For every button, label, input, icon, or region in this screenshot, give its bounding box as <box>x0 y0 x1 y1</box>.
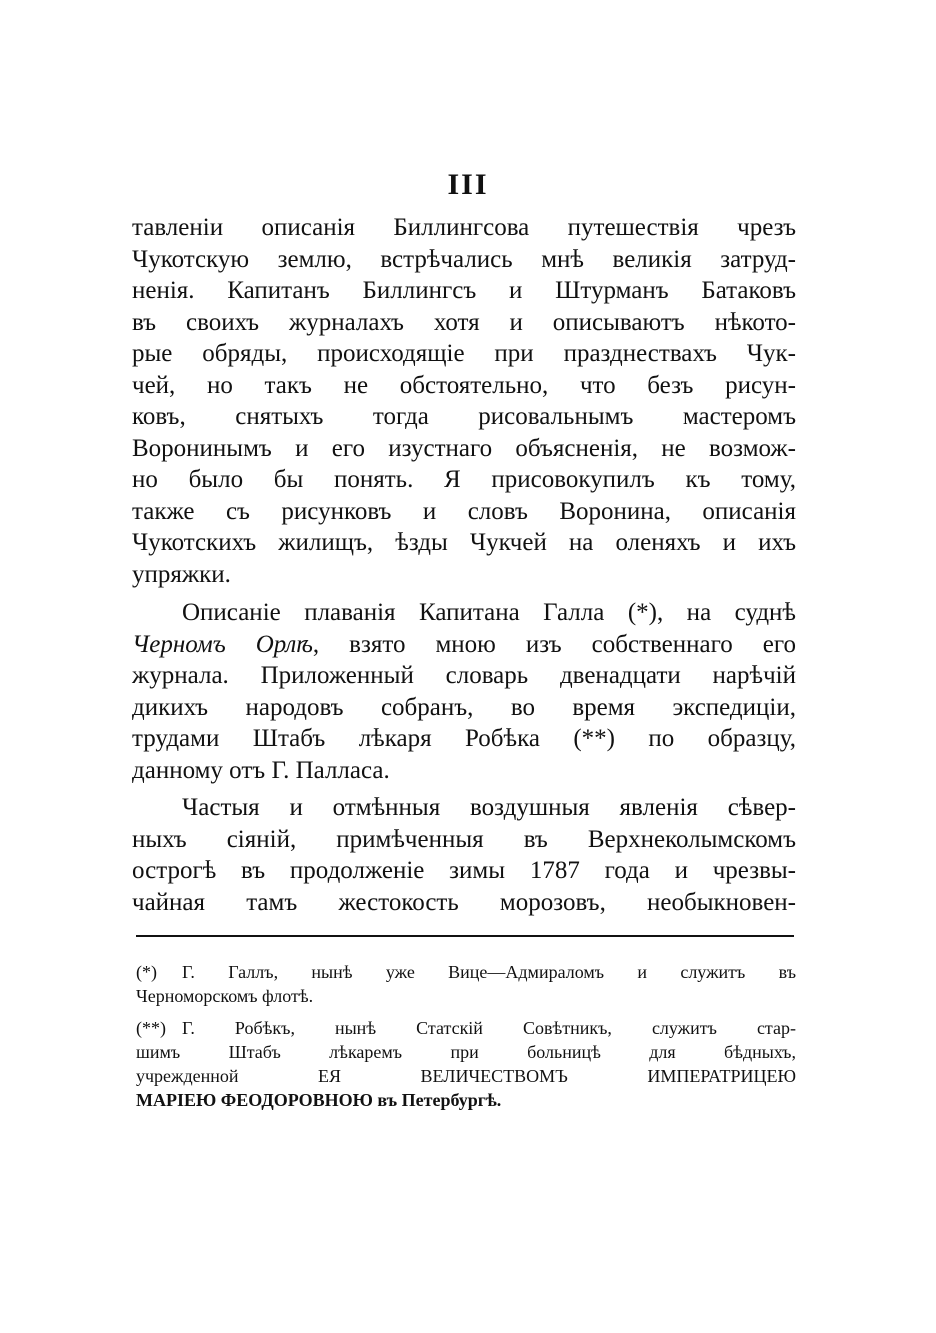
text-line: данному отъ Г. Палласа. <box>132 756 390 784</box>
footnote-line: шимъ Штабъ лѣкаремъ при больницѣ для бѣдныхъ, <box>136 1042 796 1062</box>
footnote-divider <box>136 935 794 937</box>
footnote-text: Г. Робѣкъ, нынѣ Статскій Совѣтникъ, служитъ стар- <box>182 1018 796 1038</box>
text-line: трудами Штабъ лѣкаря Робѣка (**) по образцу, <box>132 725 796 752</box>
text-line: Описаніе плаванія Капитана Галла (*), на суднѣ <box>182 599 796 626</box>
paragraph-3 <box>132 792 796 918</box>
footnote-line: учрежденной ЕЯ ВЕЛИЧЕСТВОМЪ ИМПЕРАТРИЦЕЮ <box>136 1066 796 1086</box>
text-line: въ своихъ журналахъ хотя и описываютъ нѣкото- <box>132 308 796 336</box>
text-line: также съ рисунковъ и словъ Воронина, описанія <box>132 497 796 525</box>
text-line: Воронинымъ и его изустнаго объясненія, не возмож- <box>132 434 796 462</box>
footnote-line: Черноморскомъ флотѣ. <box>136 986 314 1006</box>
text-line: упряжки. <box>132 560 231 588</box>
footnote-mark: (**) <box>136 1018 166 1038</box>
text-fragment: , взято мною изъ собственнаго его <box>312 630 796 658</box>
footnote-text: Г. Галлъ, нынѣ уже Вице—Адмираломъ и служитъ въ <box>182 962 796 982</box>
text-line: Чукотскую землю, встрѣчались мнѣ великія затруд- <box>132 245 796 273</box>
footnote-line <box>136 1016 796 1040</box>
footnotes <box>136 960 796 1112</box>
text-line: журнала. Приложенный словарь двенадцати нарѣчій <box>132 662 796 689</box>
paragraph-2 <box>132 597 796 786</box>
text-line: тавленіи описанія Биллингсова путешествія чрезъ <box>132 214 796 241</box>
ship-name: Черномъ Орлѣ <box>132 630 313 658</box>
footnote-mark: (*) <box>136 962 157 982</box>
page-number: III <box>447 168 489 201</box>
footnote-line <box>136 960 796 984</box>
text-line: но было бы понять. Я присовокупилъ къ тому, <box>132 466 796 493</box>
text-line <box>132 629 796 661</box>
text-line: ковъ, снятыхъ тогда рисовальнымъ мастеромъ <box>132 403 796 430</box>
text-line: Чукотскихъ жилищъ, ѣзды Чукчей на оленяхъ и ихъ <box>132 529 796 556</box>
text-line: рые обряды, происходящіе при празднествахъ Чук- <box>132 340 796 367</box>
text-line: дикихъ народовъ собранъ, во время экспедиціи, <box>132 693 796 721</box>
text-line: острогѣ въ продолженіе зимы 1787 года и чрезвы- <box>132 857 796 884</box>
text-line: чей, но такъ не обстоятельно, что безъ рисун- <box>132 371 796 399</box>
text-line: ненія. Капитанъ Биллингсъ и Штурманъ Батаковъ <box>132 277 796 304</box>
footnote-line: МАРІЕЮ ФЕОДОРОВНОЮ въ Петербургѣ. <box>136 1090 502 1110</box>
paragraph-1 <box>132 212 796 590</box>
text-line: Частыя и отмѣнныя воздушныя явленія сѣвер- <box>182 794 796 821</box>
text-line: ныхъ сіяній, примѣченныя въ Верхнеколымскомъ <box>132 825 796 853</box>
text-line: чайная тамъ жестокость морозовъ, необыкновен- <box>132 888 796 916</box>
